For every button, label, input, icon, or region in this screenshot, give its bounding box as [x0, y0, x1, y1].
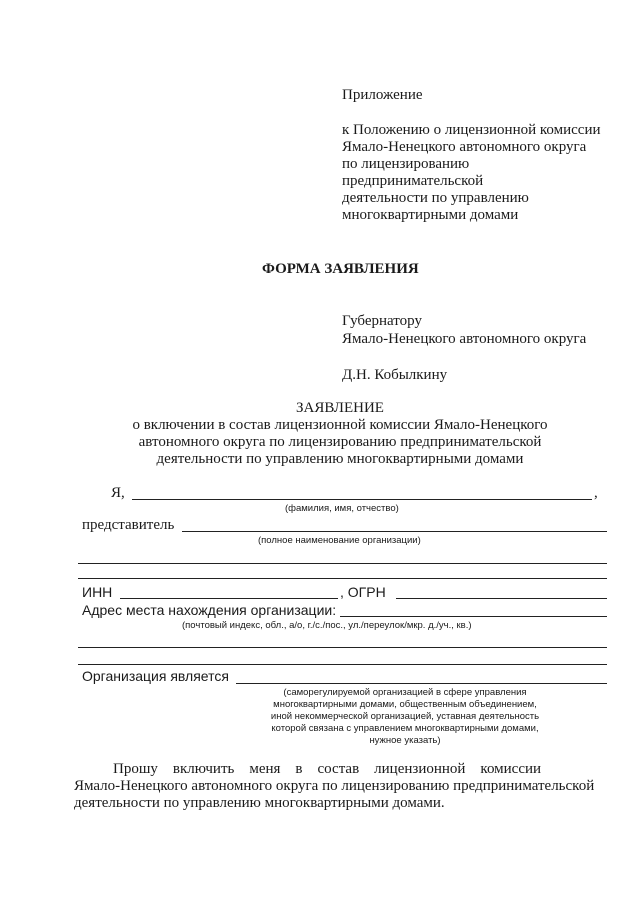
org-type-hint-line: которой связана с управлением многоквартирными домами, — [271, 723, 539, 734]
statement-title: ЗАЯВЛЕНИЕ — [296, 400, 384, 416]
org-type-hint-line: многоквартирными домами, общественным объединением, — [273, 699, 537, 710]
applicant-name-line[interactable] — [132, 499, 592, 500]
request-line-2: Ямало-Ненецкого автономного округа по лицензированию предпринимательской — [74, 778, 595, 794]
address-label: Адрес места нахождения организации: — [82, 602, 337, 618]
request-line-1: Прошу включить меня в состав лицензионной комиссии — [113, 761, 542, 777]
inn-line[interactable] — [120, 598, 338, 599]
appendix-ref-line: к Положению о лицензионной комиссии — [342, 122, 601, 138]
request-line-3: деятельности по управлению многоквартирными домами. — [74, 795, 445, 811]
statement-subtitle-line: автономного округа по лицензированию предпринимательской — [138, 434, 542, 450]
appendix-ref-line: многоквартирными домами — [342, 207, 519, 223]
inn-label: ИНН — [82, 584, 113, 600]
statement-subtitle-line: о включении в состав лицензионной комиссии Ямало-Ненецкого — [132, 417, 548, 433]
address-hint: (почтовый индекс, обл., а/о, г./с./пос., ул./переулок/мкр. д./уч., кв.) — [182, 620, 472, 631]
appendix-ref-line: деятельности по управлению — [342, 190, 529, 206]
address-line-extra[interactable] — [78, 647, 607, 648]
addressee-name: Д.Н. Кобылкину — [342, 367, 448, 383]
org-type-line[interactable] — [236, 683, 607, 684]
representative-line[interactable] — [182, 531, 607, 532]
form-title: ФОРМА ЗАЯВЛЕНИЯ — [262, 261, 419, 277]
representative-line-extra[interactable] — [78, 563, 607, 564]
applicant-comma: , — [594, 485, 598, 501]
org-type-hint-line: иной некоммерческой организацией, уставная деятельность — [270, 711, 540, 722]
appendix-ref-line: предпринимательской — [342, 173, 484, 189]
addressee-region: Ямало-Ненецкого автономного округа — [342, 331, 587, 347]
appendix-ref-line: по лицензированию — [342, 156, 470, 172]
address-line-extra[interactable] — [78, 664, 607, 665]
address-line[interactable] — [340, 616, 607, 617]
appendix-label: Приложение — [342, 87, 423, 103]
representative-label: представитель — [82, 517, 175, 533]
addressee-title: Губернатору — [342, 313, 422, 329]
representative-hint: (полное наименование организации) — [258, 535, 421, 546]
representative-line-extra[interactable] — [78, 578, 607, 579]
ogrn-line[interactable] — [396, 598, 607, 599]
org-type-hint-line: (саморегулируемой организацией в сфере управления — [283, 687, 527, 698]
statement-subtitle-line: деятельности по управлению многоквартирными домами — [156, 451, 524, 467]
applicant-hint: (фамилия, имя, отчество) — [285, 503, 399, 514]
applicant-label: Я, — [111, 485, 125, 501]
org-type-label: Организация является — [82, 668, 229, 684]
org-type-hint-line: нужное указать) — [369, 735, 441, 746]
ogrn-label: , ОГРН — [340, 584, 386, 600]
appendix-ref-line: Ямало-Ненецкого автономного округа — [342, 139, 587, 155]
